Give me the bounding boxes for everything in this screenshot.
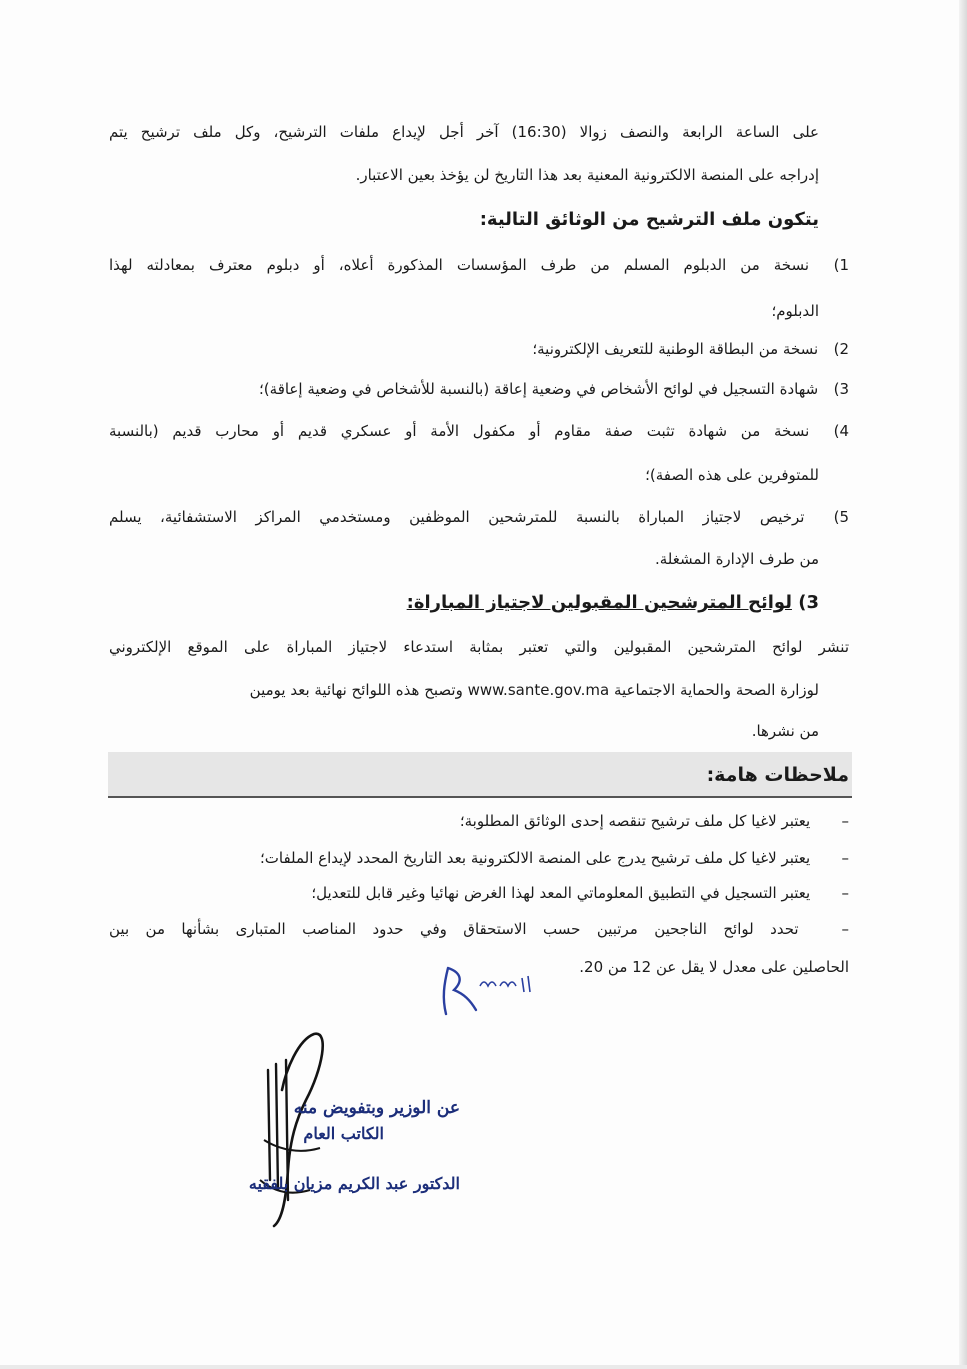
notes-title: ملاحظات هامة:	[706, 764, 849, 786]
doc-item-3-number: 3)	[833, 380, 849, 398]
note-dash: –	[841, 849, 849, 867]
note-item-2	[109, 843, 849, 873]
ministry-website: www.sante.gov.ma	[467, 681, 610, 699]
note-item-4	[109, 914, 849, 944]
lists-line-2	[109, 675, 819, 705]
stamp-line-2: الكاتب العام	[303, 1124, 384, 1143]
note-item-3	[109, 878, 849, 908]
doc-item-4-continuation: للمتوفرين على هذه الصفة)؛	[645, 466, 819, 484]
doc-item-2-text: نسخة من البطاقة الوطنية للتعريف الإلكترونية؛	[532, 340, 819, 358]
page-edge-bottom	[0, 1365, 967, 1369]
stamp-line-1: عن الوزير وبتفويض منه	[293, 1098, 460, 1118]
lists-heading-text: لوائح المترشحين المقبولين لاجتياز المباراة:	[406, 592, 792, 613]
lists-line-2-start: لوزارة الصحة والحماية الاجتماعية	[613, 681, 819, 699]
doc-item-5-continuation: من طرف الإدارة المشغلة.	[655, 550, 819, 568]
doc-item-4-text: نسخة من شهادة تثبت صفة مقاوم أو مكفول الأمة أو عسكري قديم أو محارب قديم (بالنسبة	[109, 422, 810, 440]
note-dash: –	[841, 884, 849, 902]
note-item-1-text: يعتبر لاغيا كل ملف ترشيح تنقصه إحدى الوثائق المطلوبة؛	[459, 812, 811, 830]
lists-line-1: تنشر لوائح المترشحين المقبولين والتي تعتبر بمثابة استدعاء لاجتياز المباراة على الموقع الإلكتروني	[109, 638, 849, 656]
doc-item-5-text: ترخيص لاجتياز المباراة بالنسبة للمترشحين الموظفين ومستخدمي المراكز الاستشفائية، يسلم	[109, 508, 805, 526]
doc-item-4	[109, 416, 849, 446]
note-item-2-text: يعتبر لاغيا كل ملف ترشيح يدرج على المنصة الالكترونية بعد التاريخ المحدد لإيداع الملفات؛	[259, 849, 811, 867]
doc-item-1	[109, 250, 849, 280]
doc-item-2-number: 2)	[833, 340, 849, 358]
note-item-3-text: يعتبر التسجيل في التطبيق المعلوماتي المعد لهذا الغرض نهائيا وغير قابل للتعديل؛	[311, 884, 811, 902]
note-dash: –	[841, 920, 849, 938]
doc-item-1-text: نسخة من الدبلوم المسلم من طرف المؤسسات المذكورة أعلاه، أو دبلوم معترف بمعادلته لهذا	[109, 256, 809, 274]
lists-line-2-end: وتصبح هذه اللوائح نهائية بعد يومين	[249, 681, 463, 699]
note-item-1	[109, 806, 849, 836]
intro-line-1: على الساعة الرابعة والنصف زوالا (16:30) آخر أجل لإيداع ملفات الترشيح، وكل ملف ترشيح يتم	[109, 123, 819, 141]
doc-item-5-number: 5)	[833, 508, 849, 526]
note-item-4-text: تحدد لوائح الناجحين مرتبين حسب الاستحقاق وفي حدود المناصب المتبارى بشأنها من بين	[109, 920, 799, 938]
handwritten-initials	[430, 950, 540, 1020]
doc-item-3-text: شهادة التسجيل في لوائح الأشخاص في وضعية إعاقة (بالنسبة للأشخاص في وضعية إعاقة)؛	[259, 380, 819, 398]
note-item-4-continuation: الحاصلين على معدل لا يقل عن 12 من 20.	[579, 958, 849, 976]
lists-heading-number: 3)	[798, 592, 819, 613]
note-dash: –	[841, 812, 849, 830]
signature-block	[190, 1030, 480, 1230]
stamp-line-3: الدكتور عبد الكريم مزيان بلفقيه	[248, 1174, 460, 1193]
lists-heading	[407, 588, 819, 618]
documents-heading: يتكون ملف الترشيح من الوثائق التالية:	[479, 209, 819, 230]
doc-item-5	[109, 502, 849, 532]
doc-item-3	[109, 374, 849, 404]
intro-line-2: إدراجه على المنصة الالكترونية المعنية بعد هذا التاريخ لن يؤخذ بعين الاعتبار.	[355, 166, 819, 184]
doc-item-1-continuation: الدبلوم؛	[771, 302, 819, 320]
doc-item-4-number: 4)	[833, 422, 849, 440]
lists-line-3: من نشرها.	[751, 722, 819, 740]
doc-item-1-number: 1)	[833, 256, 849, 274]
doc-item-2	[109, 334, 849, 364]
page-edge-shadow	[959, 0, 967, 1369]
